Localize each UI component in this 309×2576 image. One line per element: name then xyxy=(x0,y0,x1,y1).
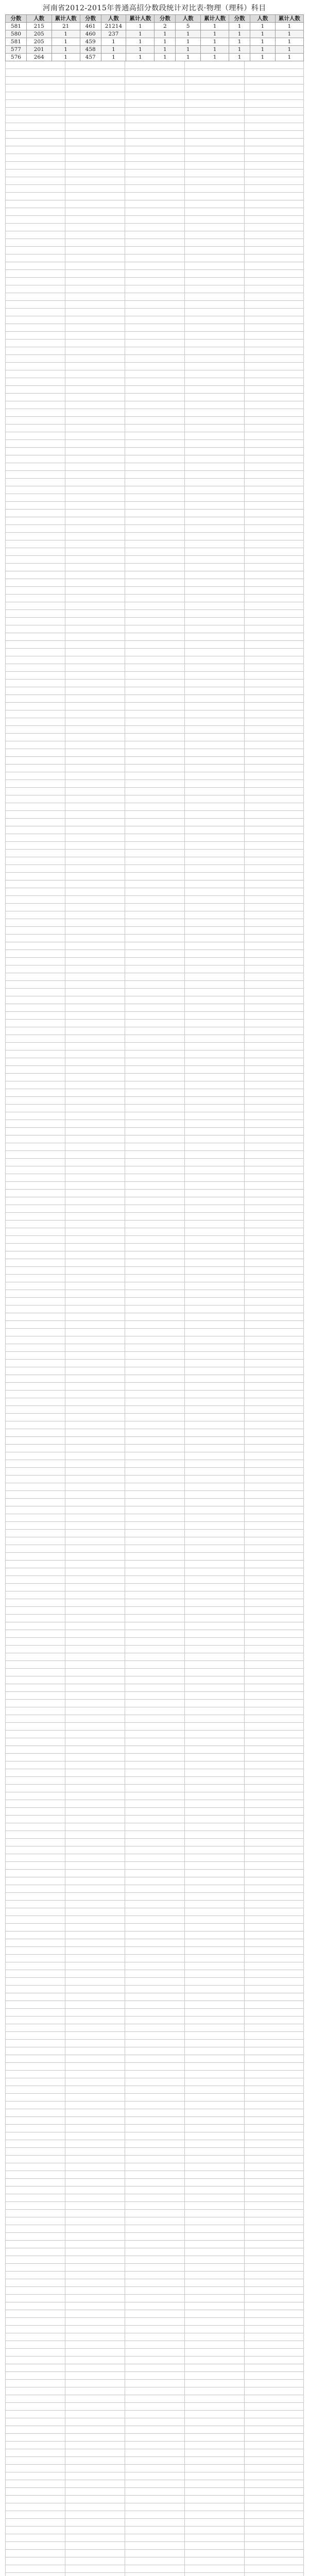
table-cell: 1 xyxy=(52,38,80,46)
table-cell: 460 xyxy=(80,30,101,38)
table-row xyxy=(6,46,304,54)
table-cell: 264 xyxy=(26,54,52,61)
table-cell: 1 xyxy=(52,46,80,54)
table-cell: 1 xyxy=(101,38,126,46)
column-header: 分数 xyxy=(154,15,176,23)
table-cell: 2 xyxy=(154,23,176,30)
table-cell: 1 xyxy=(250,54,276,61)
column-header: 人数 xyxy=(250,15,276,23)
table-cell: 1 xyxy=(201,30,229,38)
table-cell: 1 xyxy=(250,30,276,38)
table-cell: 1 xyxy=(229,54,250,61)
table-cell: 459 xyxy=(80,38,101,46)
table-cell: 1 xyxy=(176,30,201,38)
table-cell: 1 xyxy=(250,38,276,46)
table-cell: 1 xyxy=(101,54,126,61)
table-cell: 1 xyxy=(52,30,80,38)
column-header: 累计人数 xyxy=(126,15,154,23)
column-header: 累计人数 xyxy=(52,15,80,23)
table-cell: 1 xyxy=(250,46,276,54)
table-cell: 576 xyxy=(6,54,27,61)
table-cell: 1 xyxy=(275,54,303,61)
column-header: 分数 xyxy=(6,15,27,23)
table-cell: 1 xyxy=(101,46,126,54)
column-header: 分数 xyxy=(229,15,250,23)
table-row xyxy=(6,38,304,46)
table-cell: 1 xyxy=(275,23,303,30)
table-continuation xyxy=(5,61,304,2576)
table-cell: 1 xyxy=(201,38,229,46)
column-header: 人数 xyxy=(176,15,201,23)
table-cell: 1 xyxy=(176,46,201,54)
score-table-wrap xyxy=(5,14,304,2576)
table-cell: 1 xyxy=(229,30,250,38)
table-cell: 1 xyxy=(52,54,80,61)
table-cell: 1 xyxy=(176,38,201,46)
table-cell: 205 xyxy=(26,38,52,46)
table-cell: 1 xyxy=(201,54,229,61)
table-cell: 1 xyxy=(250,23,276,30)
table-cell: 1 xyxy=(126,23,154,30)
table-cell: 1 xyxy=(126,54,154,61)
table-cell: 5 xyxy=(176,23,201,30)
table-cell: 1 xyxy=(275,46,303,54)
table-header-row xyxy=(6,15,304,23)
page-title: 河南省2012-2015年普通高招分数段统计对比表·物理（理科）科目 xyxy=(43,4,266,12)
column-header: 分数 xyxy=(80,15,101,23)
table-cell: 1 xyxy=(126,30,154,38)
table-cell: 581 xyxy=(6,23,27,30)
table-cell: 205 xyxy=(26,30,52,38)
table-cell: 21214 xyxy=(101,23,126,30)
table-cell: 1 xyxy=(229,38,250,46)
table-cell: 1 xyxy=(229,46,250,54)
table-cell: 1 xyxy=(201,46,229,54)
table-row xyxy=(6,30,304,38)
column-header: 累计人数 xyxy=(201,15,229,23)
table-cell: 237 xyxy=(101,30,126,38)
table-body xyxy=(6,23,304,61)
table-cell: 457 xyxy=(80,54,101,61)
table-row xyxy=(6,54,304,61)
score-distribution-table xyxy=(5,14,304,61)
table-cell: 215 xyxy=(26,23,52,30)
table-cell: 461 xyxy=(80,23,101,30)
table-cell: 1 xyxy=(275,38,303,46)
table-cell: 1 xyxy=(126,38,154,46)
table-cell: 1 xyxy=(176,54,201,61)
column-header: 人数 xyxy=(101,15,126,23)
table-cell: 1 xyxy=(229,23,250,30)
table-cell: 577 xyxy=(6,46,27,54)
table-cell: 1 xyxy=(154,38,176,46)
table-cell: 1 xyxy=(201,23,229,30)
table-cell: 581 xyxy=(6,38,27,46)
table-cell: 201 xyxy=(26,46,52,54)
column-header: 人数 xyxy=(26,15,52,23)
table-cell: 1 xyxy=(154,30,176,38)
table-cell: 1 xyxy=(126,46,154,54)
table-cell: 580 xyxy=(6,30,27,38)
table-row xyxy=(6,23,304,30)
table-cell: 458 xyxy=(80,46,101,54)
column-header: 累计人数 xyxy=(275,15,303,23)
table-cell: 21 xyxy=(52,23,80,30)
table-cell: 1 xyxy=(154,46,176,54)
table-cell: 1 xyxy=(275,30,303,38)
table-cell: 1 xyxy=(154,54,176,61)
